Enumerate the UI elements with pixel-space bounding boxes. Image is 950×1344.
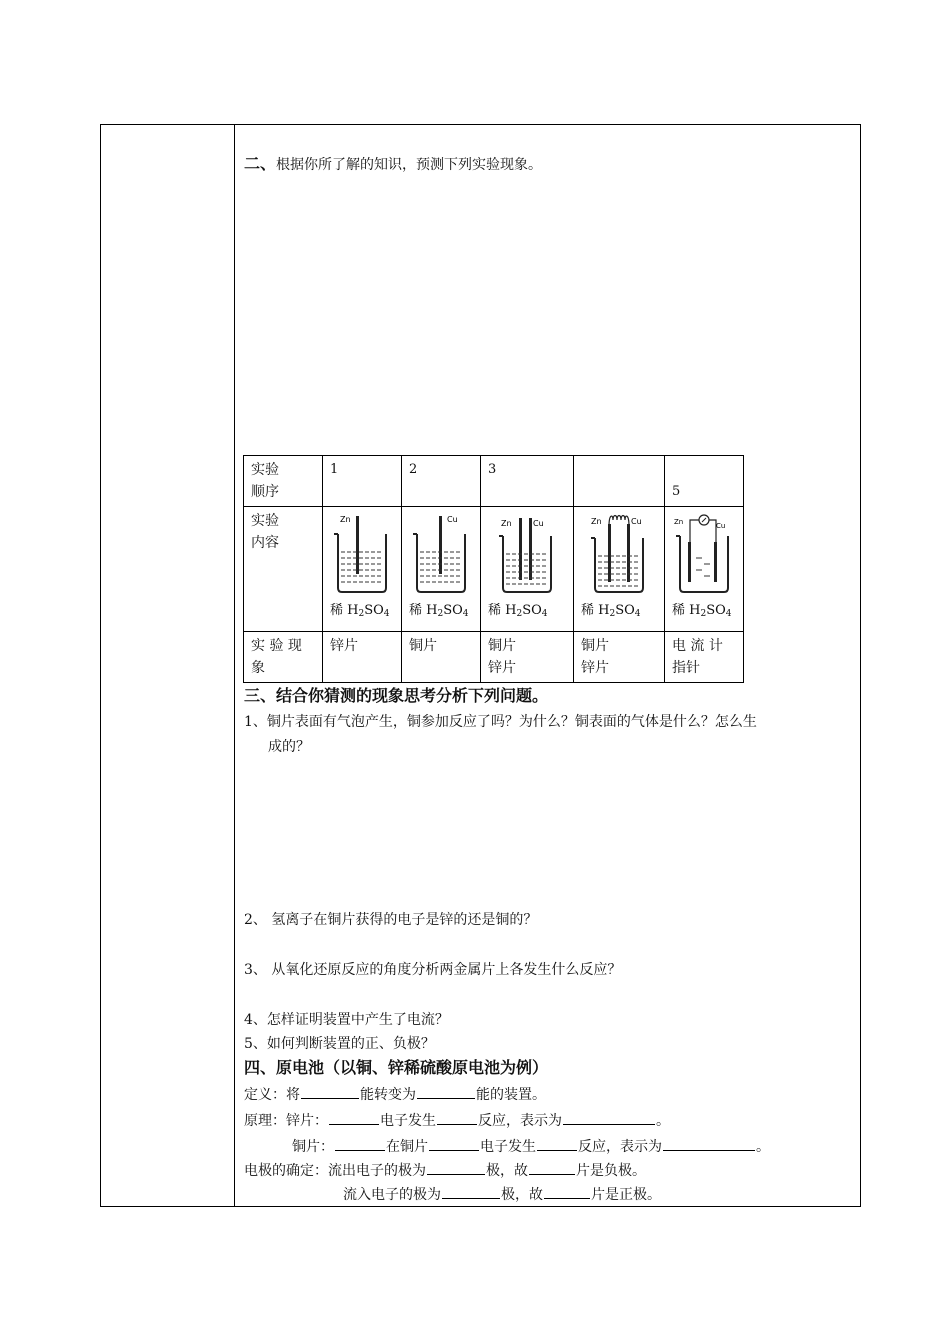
phenomenon-line: 铜片 [409,638,437,654]
beaker-zn-only-icon [330,512,394,600]
acid-prefix: 稀 H [330,603,359,618]
principle-zinc-text-a: 原理：锌片： [244,1113,328,1129]
acid-subscript-2: 2 [609,609,616,619]
beaker-4-diagram [587,512,651,600]
blank-negative-plate[interactable] [529,1160,575,1175]
acid-label [581,600,657,625]
electrode-label: Cu [447,515,458,524]
beaker-cu-only-icon [409,512,473,600]
acid-subscript-4: 4 [383,609,390,619]
phenomenon-cell-1 [323,632,402,683]
order-label-line1: 实验 [251,462,279,478]
definition-text-a: 定义：将 [244,1087,300,1103]
blank-copper-electron[interactable] [429,1136,479,1151]
acid-prefix: 稀 H [581,603,610,618]
phenomenon-line: 锌片 [581,660,609,676]
question-4: 4、怎样证明装置中产生了电流？ [244,1012,449,1028]
electrode-label: Zn [501,519,512,528]
order-cell-1 [323,456,402,507]
content-label-line1: 实验 [251,513,279,529]
phenomenon-line: 铜片 [581,638,609,654]
principle-copper-text-c: 电子发生 [480,1139,536,1155]
principle-copper-end: 。 [756,1139,770,1155]
beaker-2-diagram [409,512,473,600]
acid-subscript-4: 4 [541,609,548,619]
acid-mid: SO [706,603,726,618]
column-divider [234,125,235,1206]
acid-subscript-4: 4 [462,609,469,619]
content-label-line2: 内容 [251,535,279,551]
order-cell-4 [574,456,665,507]
acid-subscript-4: 4 [634,609,641,619]
phenomenon-label-line1: 实 验 现 [251,638,302,654]
principle-zinc-text-b: 电子发生 [380,1113,436,1129]
principle-copper-text-b: 在铜片 [386,1139,428,1155]
acid-label [672,600,736,625]
electrode-label: Cu [716,522,726,530]
acid-mid: SO [615,603,635,618]
acid-mid: SO [364,603,384,618]
acid-subscript-2: 2 [437,609,444,619]
acid-label [330,600,394,625]
section2-heading [244,154,542,175]
table-row-phenomenon [244,632,744,683]
electrode-positive-line [343,1184,661,1205]
phenomenon-label-cell [244,632,323,683]
blank-zinc-electron[interactable] [329,1110,379,1125]
blank-zinc-reaction[interactable] [437,1110,477,1125]
experiment-5-cell [665,507,744,632]
principle-copper-text-a: 铜片： [292,1139,334,1155]
definition-text-b: 能转变为 [360,1087,416,1103]
phenomenon-line: 电 流 计 [672,638,723,654]
principle-copper-line [292,1136,770,1157]
order-value: 2 [409,462,418,477]
order-cell-5 [665,456,744,507]
question-3: 3、 从氧化还原反应的角度分析两金属片上各发生什么反应？ [244,962,622,978]
phenomenon-line: 锌片 [488,660,516,676]
principle-copper-text-d: 反应，表示为 [578,1139,662,1155]
question-1-line2: 成的？ [268,739,310,755]
electrode-negative-text-b: 极，故 [486,1163,528,1179]
acid-prefix: 稀 H [672,603,701,618]
order-cell-2 [402,456,481,507]
electrode-positive-text-a: 流入电子的极为 [343,1187,441,1203]
acid-mid: SO [443,603,463,618]
acid-subscript-2: 2 [700,609,707,619]
section2-title: 根据你所了解的知识，预测下列实验现象。 [276,157,543,173]
blank-positive-plate[interactable] [544,1184,590,1199]
phenomenon-label-line2: 象 [251,660,265,676]
section3-title: 三、结合你猜测的现象思考分析下列问题。 [244,686,549,705]
beaker-3-diagram [495,512,559,600]
experiment-1-cell [323,507,402,632]
electrode-label: Zn [340,515,351,524]
electrode-positive-text-c: 片是正极。 [591,1187,661,1203]
blank-copper-species[interactable] [335,1136,385,1151]
order-value: 5 [672,484,681,499]
phenomenon-cell-2 [402,632,481,683]
beaker-1-diagram [330,512,394,600]
question-2: 2、 氢离子在铜片获得的电子是锌的还是铜的？ [244,912,538,928]
blank-zinc-equation[interactable] [563,1110,655,1125]
table-row-order [244,456,744,507]
electrode-label: Cu [631,517,642,526]
definition-line [244,1084,546,1105]
table-row-content [244,507,744,632]
electrode-negative-line [244,1160,646,1181]
acid-prefix: 稀 H [409,603,438,618]
experiment-table [243,455,744,683]
phenomenon-cell-5 [665,632,744,683]
blank-negative-pole[interactable] [427,1160,485,1175]
acid-subscript-2: 2 [516,609,523,619]
principle-zinc-text-c: 反应，表示为 [478,1113,562,1129]
phenomenon-cell-3 [481,632,574,683]
principle-zinc-line [244,1110,670,1131]
acid-label [409,600,473,625]
experiment-3-cell [481,507,574,632]
beaker-galvanometer-icon [672,512,736,600]
phenomenon-cell-4 [574,632,665,683]
section4-title: 四、原电池（以铜、锌稀硫酸原电池为例） [244,1058,549,1077]
order-label-cell [244,456,323,507]
question-5: 5、如何判断装置的正、负极？ [244,1036,435,1052]
acid-prefix: 稀 H [488,603,517,618]
blank-copper-equation[interactable] [663,1136,755,1151]
definition-text-c: 能的装置。 [476,1087,546,1103]
acid-mid: SO [522,603,542,618]
electrode-negative-text-c: 片是负极。 [576,1163,646,1179]
section2-number: 二、 [244,154,277,173]
blank-copper-reaction[interactable] [537,1136,577,1151]
blank-energy-source[interactable] [301,1084,359,1099]
experiment-2-cell [402,507,481,632]
content-label-cell [244,507,323,632]
experiment-4-cell [574,507,665,632]
order-value: 1 [330,462,339,477]
electrode-label: Zn [674,518,684,526]
electrode-negative-text-a: 电极的确定：流出电子的极为 [244,1163,426,1179]
electrode-label: Cu [533,519,544,528]
phenomenon-line: 锌片 [330,638,358,654]
principle-zinc-end: 。 [656,1113,670,1129]
order-value: 3 [488,462,497,477]
beaker-5-diagram [672,512,736,600]
phenomenon-line: 铜片 [488,638,516,654]
acid-label [488,600,566,625]
beaker-zn-cu-wire-icon [587,512,651,600]
question-1-line1: 1、铜片表面有气泡产生，铜参加反应了吗？为什么？铜表面的气体是什么？怎么生 [244,714,757,730]
blank-energy-target[interactable] [417,1084,475,1099]
phenomenon-line: 指针 [672,660,700,676]
blank-positive-pole[interactable] [442,1184,500,1199]
electrode-positive-text-b: 极，故 [501,1187,543,1203]
order-label-line2: 顺序 [251,484,279,500]
electrode-label: Zn [591,517,602,526]
acid-subscript-4: 4 [725,609,732,619]
order-cell-3 [481,456,574,507]
acid-subscript-2: 2 [358,609,365,619]
beaker-zn-cu-separate-icon [495,512,559,600]
